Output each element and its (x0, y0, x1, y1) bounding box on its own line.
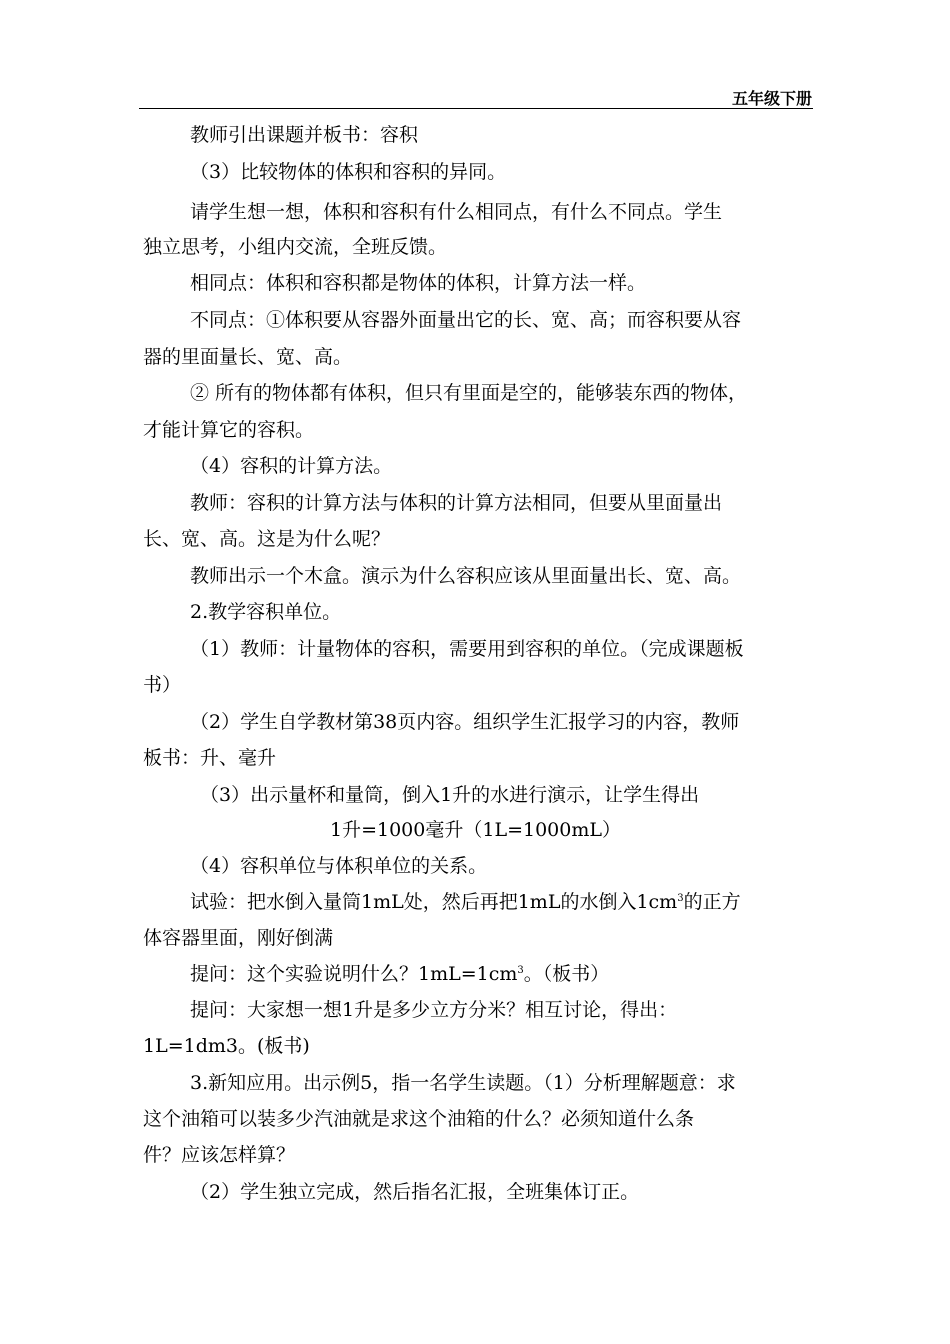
page-header (139, 86, 812, 108)
text-line: 请学生想一想，体积和容积有什么相同点，有什么不同点。学生 (190, 201, 723, 223)
text-line: 提问：这个实验说明什么？$1mL=1cm^3$。（板书） (190, 963, 610, 985)
text-line: 3.新知应用。出示例5，指一名学生读题。（1）分析理解题意：求 (190, 1072, 736, 1094)
text-line: （2）学生自学教材第38页内容。组织学生汇报学习的内容，教师 (190, 711, 740, 733)
text-line: 这个油箱可以装多少汽油就是求这个油箱的什么？必须知道什么条 (143, 1108, 695, 1130)
formula-line: 1升=1000毫升（1L=1000mL） (330, 819, 621, 841)
text-line: 书） (143, 674, 182, 696)
text-line: 相同点：体积和容积都是物体的体积，计算方法一样。 (190, 272, 647, 294)
text-line: 2.教学容积单位。 (190, 601, 342, 623)
text-line: 长、宽、高。这是为什么呢？ (143, 528, 391, 550)
text-line: 体容器里面，刚好倒满 (143, 927, 334, 949)
text-line: 教师引出课题并板书：容积 (190, 124, 419, 146)
text-line: （3）出示量杯和量筒，倒入1升的水进行演示，让学生得出 (200, 784, 700, 806)
text-line: （2）学生独立完成，然后指名汇报，全班集体订正。 (190, 1181, 640, 1203)
text-line: 教师：容积的计算方法与体积的计算方法相同，但要从里面量出 (190, 492, 723, 514)
text-line: 器的里面量长、宽、高。 (143, 346, 353, 368)
text-line: 试验：把水倒入量筒1mL处，然后再把1mL的水倒入$1cm^3$的正方 (190, 891, 741, 913)
text-line: 提问：大家想一想1升是多少立方分米？相互讨论，得出： (190, 999, 678, 1021)
header-divider (139, 108, 813, 109)
text-line: ② 所有的物体都有体积，但只有里面是空的，能够装东西的物体， (190, 382, 748, 404)
text-line: 不同点：①体积要从容器外面量出它的长、宽、高；而容积要从容 (190, 309, 742, 331)
text-line: 板书：升、毫升 (143, 747, 277, 769)
text-line: （3）比较物体的体积和容积的异同。 (190, 161, 507, 183)
text-line: 1L=1dm3。(板书) (143, 1035, 310, 1057)
text-line: 教师出示一个木盒。演示为什么容积应该从里面量出长、宽、高。 (190, 565, 742, 587)
text-line: 才能计算它的容积。 (143, 419, 315, 441)
text-line: （4）容积单位与体积单位的关系。 (190, 855, 488, 877)
grade-label: 五年级下册 (731, 89, 812, 108)
text-line: 件？应该怎样算？ (143, 1144, 296, 1166)
text-line: （1）教师：计量物体的容积，需要用到容积的单位。（完成课题板 (190, 638, 744, 660)
text-line: 独立思考，小组内交流，全班反馈。 (143, 236, 448, 258)
text-line: （4）容积的计算方法。 (190, 455, 393, 477)
